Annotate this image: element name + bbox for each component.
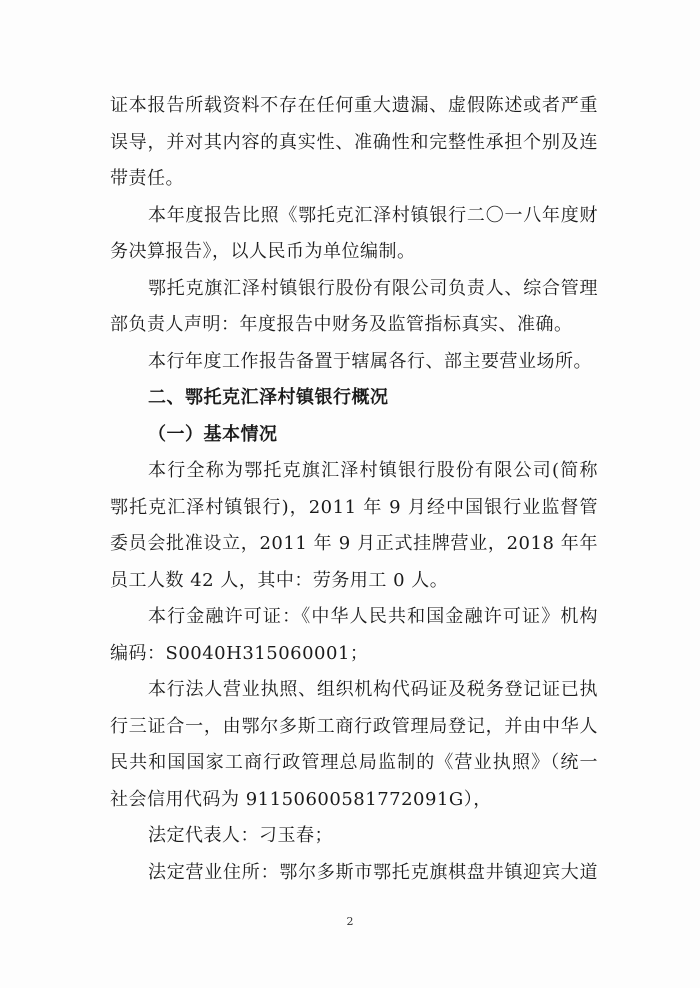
text-line: 员工人数 42 人，其中：劳务用工 0 人。 [110,569,449,591]
text-line: 法定代表人：刁玉春； [148,825,333,846]
section-heading: 二、鄂托克汇泽村镇银行概况 [148,387,389,408]
text-line: 部负责人声明：年度报告中财务及监管指标真实、准确。 [110,314,573,335]
text-line: 委员会批准设立，2011 年 9 月正式挂牌营业，2018 年年 [110,533,598,554]
text-line: 本行金融许可证：《中华人民共和国金融许可证》机构 [148,606,598,627]
text-line: 社会信用代码为 91150600581772091G）， [110,788,492,810]
text-line: 本行法人营业执照、组织机构代码证及税务登记证已执 [148,679,598,700]
page-number: 2 [346,915,354,928]
subsection-heading: （一）基本情况 [148,423,278,445]
text-line: 本行全称为鄂托克旗汇泽村镇银行股份有限公司(简称 [148,460,598,481]
text-line: 鄂托克旗汇泽村镇银行股份有限公司负责人、综合管理 [148,277,598,299]
text-line: 务决算报告》，以人民币为单位编制。 [110,241,416,262]
text-line: 编码：S0040H315060001； [110,642,369,664]
text-line: 证本报告所载资料不存在任何重大遗漏、虚假陈述或者严重 [110,95,598,116]
text-line: 鄂托克汇泽村镇银行)，2011 年 9 月经中国银行业监督管 [110,496,598,518]
document-body [110,88,598,891]
text-line: 本年度报告比照《鄂托克汇泽村镇银行二〇一八年度财 [148,204,598,226]
text-line: 本行年度工作报告备置于辖属各行、部主要营业场所。 [148,350,592,372]
text-line: 民共和国国家工商行政管理总局监制的《营业执照》（统一 [110,752,598,773]
text-line: 法定营业住所：鄂尔多斯市鄂托克旗棋盘井镇迎宾大道 [148,861,598,883]
text-line: 误导，并对其内容的真实性、准确性和完整性承担个别及连 [110,131,598,153]
text-line: 带责任。 [110,168,184,189]
text-line: 行三证合一，由鄂尔多斯工商行政管理局登记，并由中华人 [110,715,598,737]
